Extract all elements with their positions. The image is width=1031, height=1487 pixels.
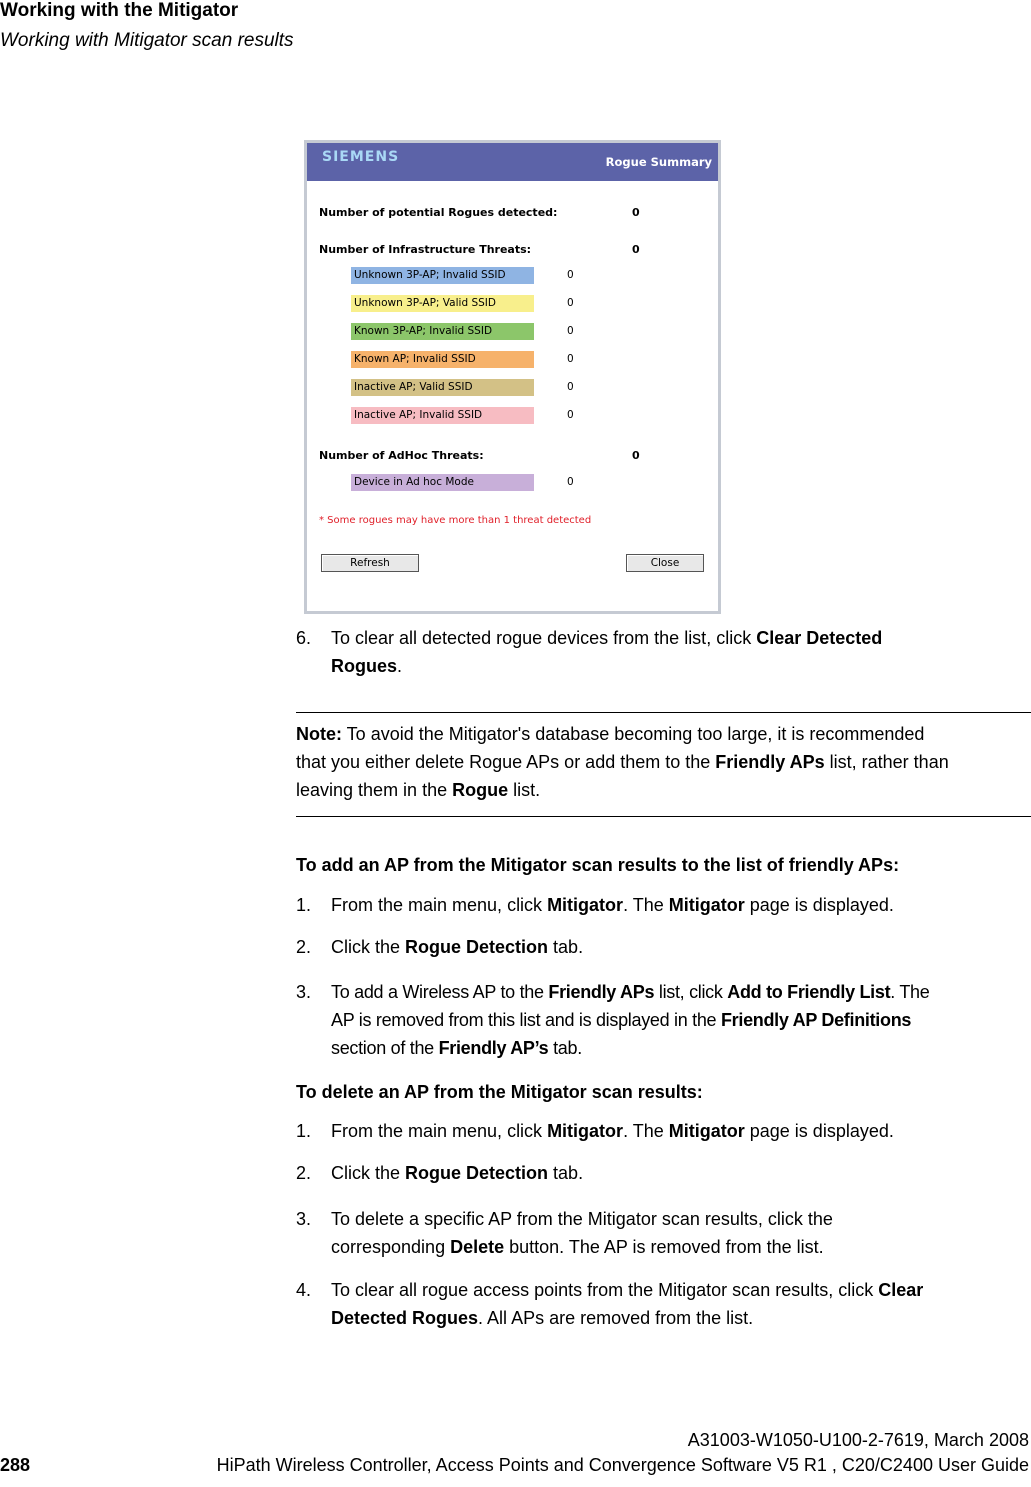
- threat-count: 0: [567, 325, 574, 337]
- threat-count: 0: [567, 381, 574, 393]
- note-bottom-rule: [296, 816, 1031, 817]
- threat-inactive-ap-valid-ssid: Inactive AP; Valid SSID: [351, 379, 534, 396]
- step-number: 4.: [296, 1280, 312, 1300]
- threat-unknown-3p-ap-valid-ssid: Unknown 3P-AP; Valid SSID: [351, 295, 534, 312]
- step-number: 2.: [296, 937, 312, 957]
- screen-title: Rogue Summary: [605, 155, 712, 169]
- rogue-summary-window: [304, 140, 721, 614]
- delete-step-1: From the main menu, click Mitigator. The Mitigator page is displayed.: [331, 1121, 894, 1141]
- step-number: 6.: [296, 628, 312, 648]
- page-number: 288: [0, 1455, 31, 1475]
- threat-unknown-3p-ap-invalid-ssid: Unknown 3P-AP; Invalid SSID: [351, 267, 534, 284]
- step-number: 1.: [296, 1121, 312, 1141]
- adhoc-threats-count: 0: [632, 449, 640, 462]
- threat-known-ap-invalid-ssid: Known AP; Invalid SSID: [351, 351, 534, 368]
- note-text: Note: To avoid the Mitigator's database becoming too large, it is recommended that you either delete Rogue APs or add them to the Friendly APs list, rather than leaving them in the Rogue list.: [296, 724, 949, 800]
- title-bar: [307, 143, 718, 181]
- close-button[interactable]: Close: [626, 554, 704, 572]
- step-6-text: To clear all detected rogue devices from the list, click Clear Detected Rogues.: [331, 628, 883, 676]
- infrastructure-threats-label: Number of Infrastructure Threats:: [319, 243, 532, 256]
- delete-step-3: To delete a specific AP from the Mitigator scan results, click the corresponding Delete button. The AP is removed from the list.: [331, 1209, 833, 1257]
- refresh-button[interactable]: Refresh: [321, 554, 419, 572]
- threat-known-3p-ap-invalid-ssid: Known 3P-AP; Invalid SSID: [351, 323, 534, 340]
- potential-rogues-label: Number of potential Rogues detected:: [319, 206, 558, 219]
- running-header-subtitle: Working with Mitigator scan results: [0, 30, 294, 51]
- section-heading-add-friendly: To add an AP from the Mitigator scan results to the list of friendly APs:: [296, 855, 900, 875]
- potential-rogues-count: 0: [632, 206, 640, 219]
- threat-device-ad-hoc-mode: Device in Ad hoc Mode: [351, 474, 534, 491]
- threat-count: 0: [567, 269, 574, 281]
- threat-inactive-ap-invalid-ssid: Inactive AP; Invalid SSID: [351, 407, 534, 424]
- delete-step-2: Click the Rogue Detection tab.: [331, 1163, 584, 1183]
- threat-count: 0: [567, 476, 574, 488]
- threat-footnote: * Some rogues may have more than 1 threat detected: [319, 515, 592, 526]
- step-number: 1.: [296, 895, 312, 915]
- siemens-logo: SIEMENS: [322, 149, 400, 165]
- add-step-3: To add a Wireless AP to the Friendly APs list, click Add to Friendly List. The AP is removed from this list and is displayed in the Friendly AP Definitions section of the Friendly AP’s tab.: [331, 982, 930, 1058]
- step-number: 2.: [296, 1163, 312, 1183]
- add-step-1: From the main menu, click Mitigator. The Mitigator page is displayed.: [331, 895, 894, 915]
- threat-count: 0: [567, 409, 574, 421]
- threat-count: 0: [567, 297, 574, 309]
- section-heading-delete-ap: To delete an AP from the Mitigator scan results:: [296, 1082, 703, 1102]
- delete-step-4: To clear all rogue access points from the Mitigator scan results, click Clear Detected Rogues. All APs are removed from the list.: [331, 1280, 924, 1328]
- footer-doc-id: A31003-W1050-U100-2-7619, March 2008: [687, 1430, 1029, 1450]
- footer-guide-title: HiPath Wireless Controller, Access Points and Convergence Software V5 R1 , C20/C2400 User Guide: [216, 1455, 1029, 1475]
- note-top-rule: [296, 712, 1031, 713]
- infrastructure-threats-count: 0: [632, 243, 640, 256]
- step-number: 3.: [296, 1209, 312, 1229]
- add-step-2: Click the Rogue Detection tab.: [331, 937, 584, 957]
- step-number: 3.: [296, 982, 312, 1002]
- adhoc-threats-label: Number of AdHoc Threats:: [319, 449, 484, 462]
- running-header-title: Working with the Mitigator: [0, 0, 239, 21]
- threat-count: 0: [567, 353, 574, 365]
